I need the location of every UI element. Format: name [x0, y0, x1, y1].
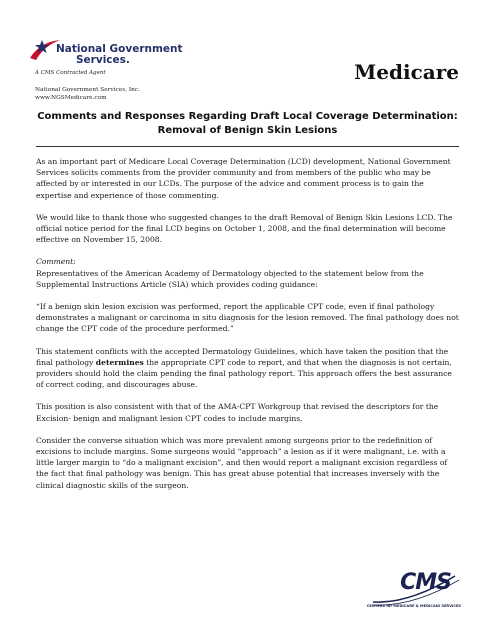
comment-label: Comment: [36, 257, 76, 267]
org-line-1: National Government [56, 43, 183, 55]
cms-tagline: CENTERS for MEDICARE & MEDICAID SERVICES [366, 604, 461, 608]
ngs-logo-text [56, 44, 183, 66]
conflict-text-a: This statement conflicts with the accepted Dermatology Guidelines, which have taken the position that the final pathology [36, 346, 449, 367]
company-url: www.NGSMedicare.com [35, 95, 107, 101]
company-info [35, 86, 140, 102]
title-line-1: Comments and Responses Regarding Draft Local Coverage Determination: [37, 111, 458, 122]
cms-wordmark: CMS [400, 570, 451, 595]
paragraph-objection: Representatives of the American Academy of Dermatology objected to the statement below from the Supplemental Instructions Article (SIA) which provides coding guidance: [36, 268, 424, 289]
paragraph-ama: This position is also consistent with that of the AMA-CPT Workgroup that revised the descriptors for the Excision- benign and malignant lesion CPT codes to include margins. [36, 402, 439, 423]
paragraph-thanks: We would like to thank those who suggested changes to the draft Removal of Benign Skin Lesions LCD. The official notice period for the final LCD begins on October 1, 2008, and the final determination will become effective on November 15, 2008. [36, 212, 453, 245]
document-title [36, 110, 459, 137]
conflict-emphasis: determines [95, 357, 144, 367]
title-divider [36, 146, 459, 147]
company-name: National Government Services, Inc. [35, 87, 141, 93]
paragraph-intro: As an important part of Medicare Local Coverage Determination (LCD) development, National Government Services solicits comments from the provider community and from members of the public who may be affected by or interested in our LCDs. The purpose of the advice and comment process is to gain the expertise and experience of those commenting. [36, 157, 451, 200]
conflict-text-b: the appropriate CPT code to report, and that when the diagnosis is not certain, providers should hold the claim pending the final pathology report. This approach offers the best assurance of correct coding, and discourages abuse. [36, 357, 452, 390]
contracted-agent-tagline: A CMS Contracted Agent [35, 70, 106, 76]
cms-logo [366, 568, 461, 620]
org-line-2: Services. [76, 54, 130, 66]
paragraph-conflict [36, 346, 459, 391]
title-line-2: Removal of Benign Skin Lesions [157, 124, 338, 136]
program-title: Medicare [354, 60, 459, 84]
document-body [36, 156, 459, 502]
paragraph-converse: Consider the converse situation which was more prevalent among surgeons prior to the redefinition of excisions to include margins. Some surgeons would “approach” a lesion as if it were malignant, i.e. with a little larger margin to “do a malignant excision”, and then would report a malignant excision regardless of the fact that final pathology was benign. This has great abuse potential that increases inversely with the clinical diagnostic skills of the surgeon. [36, 435, 448, 490]
paragraph-quote: “If a benign skin lesion excision was performed, report the applicable CPT code, even if final pathology demonstrates a malignant or carcinoma in situ diagnosis for the lesion removed. The final pathology does not change the CPT code of the procedure performed.” [36, 302, 459, 334]
